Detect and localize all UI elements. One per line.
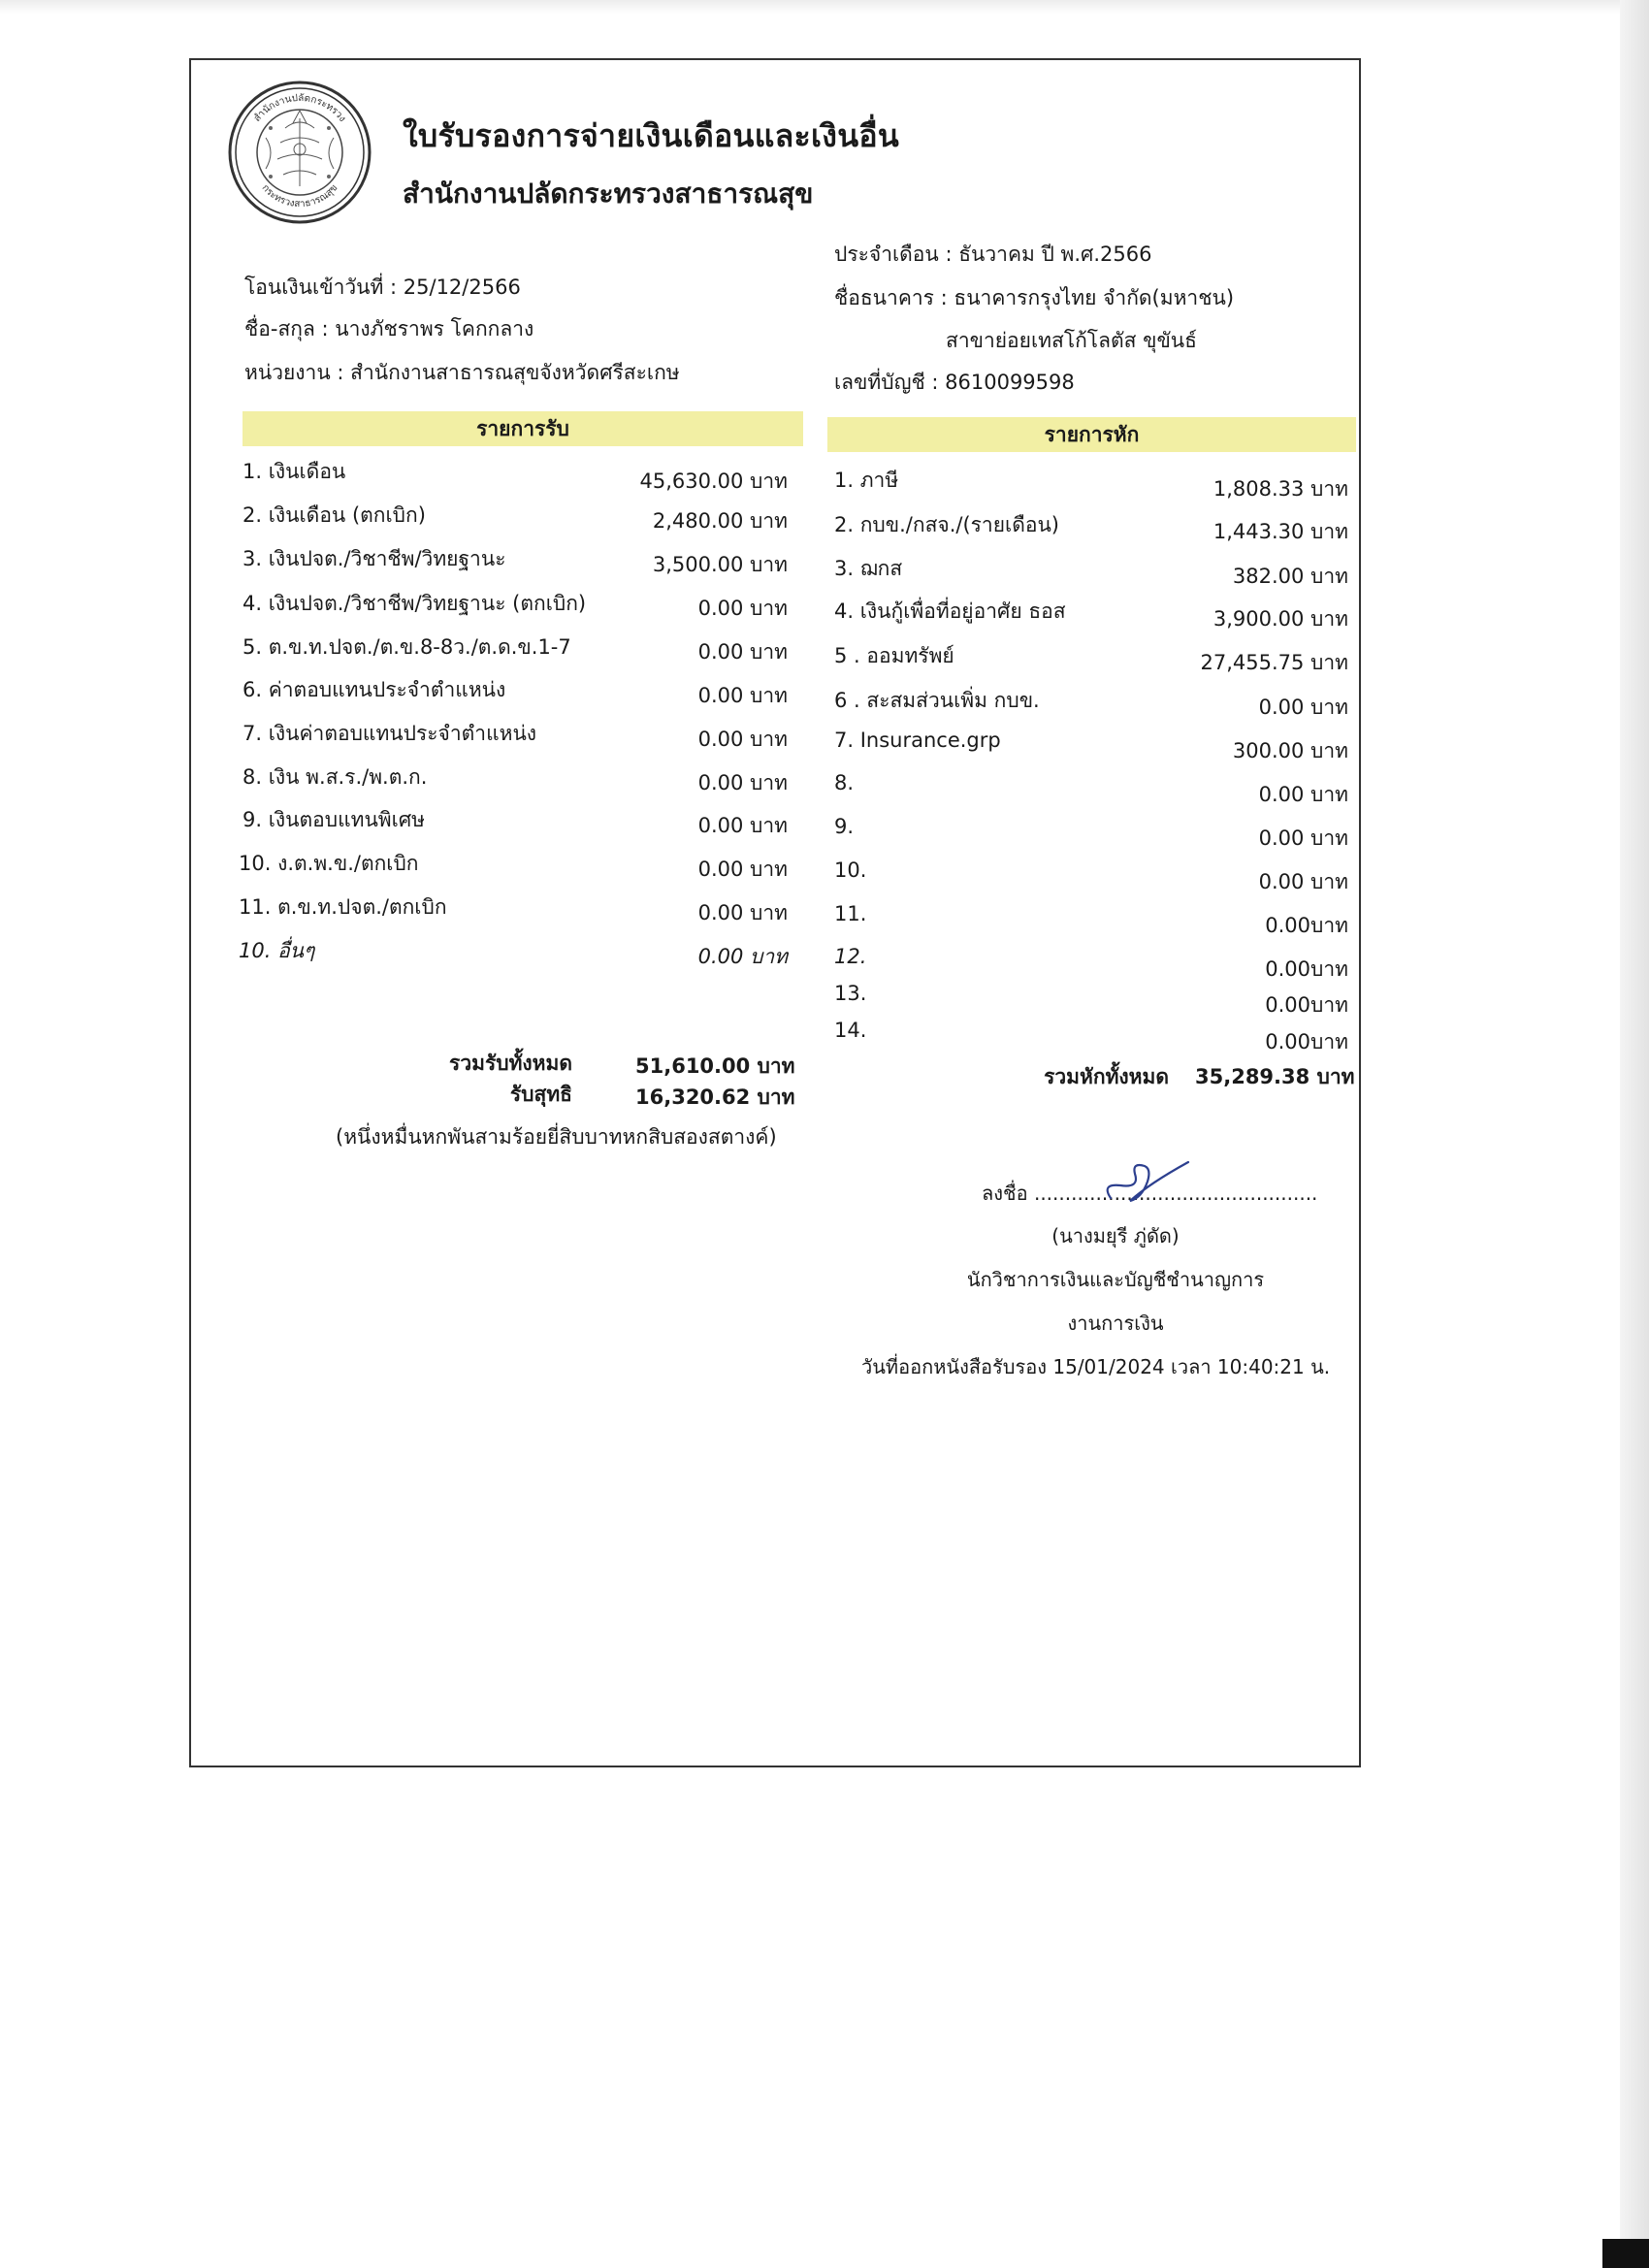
deduction-item-amount: 1,443.30 บาท <box>1212 520 1348 543</box>
income-item-label: 4. เงินปจต./วิชาชีพ/วิทยฐานะ (ตกเบิก) <box>242 592 587 615</box>
deduction-item-label: 9. <box>834 815 855 838</box>
signer-position: นักวิชาการเงินและบัญชีชำนาญการ <box>966 1268 1265 1291</box>
income-item-label: 6. ค่าตอบแทนประจำตำแหน่ง <box>242 678 506 701</box>
net-pay-label: รับสุทธิ <box>509 1083 572 1106</box>
deduction-item-label: 13. <box>834 982 867 1005</box>
document-title: ใบรับรองการจ่ายเงินเดือนและเงินอื่น <box>403 117 900 154</box>
deduction-item-label: 12. <box>834 945 867 968</box>
deduction-item-amount: 0.00บาท <box>1265 957 1348 981</box>
income-item-amount: 0.00 บาท <box>697 858 788 881</box>
account-number: เลขที่บัญชี : 8610099598 <box>834 371 1075 394</box>
deduction-item-amount: 1,808.33 บาท <box>1212 477 1348 501</box>
deduction-item-amount: 382.00 บาท <box>1232 565 1348 588</box>
issued-datetime: วันที่ออกหนังสือรับรอง 15/01/2024 เวลา 10:40:21 น. <box>861 1355 1331 1378</box>
income-item-amount: 3,500.00 บาท <box>652 553 788 576</box>
net-pay-amount: 16,320.62 บาท <box>635 1085 795 1109</box>
deduction-item-amount: 0.00 บาท <box>1258 870 1348 893</box>
employee-name: ชื่อ-สกุล : นางภัชราพร โคกกลาง <box>244 317 534 340</box>
income-item-label: 10. อื่นๆ <box>239 939 315 962</box>
deduction-item-label: 11. <box>834 902 867 925</box>
sign-label-text: ลงชื่อ <box>982 1182 1028 1205</box>
deduction-item-label: 2. กบข./กสจ./(รายเดือน) <box>834 513 1059 536</box>
income-total-amount: 51,610.00 บาท <box>635 1054 795 1078</box>
income-item-label: 2. เงินเดือน (ตกเบิก) <box>242 503 426 527</box>
net-pay-words: (หนึ่งหมื่นหกพันสามร้อยยี่สิบบาทหกสิบสองสตางค์) <box>336 1125 777 1149</box>
income-item-amount: 0.00 บาท <box>697 814 788 837</box>
deduction-item-label: 8. <box>834 771 855 794</box>
sign-dots: .............................................. <box>1033 1182 1318 1205</box>
signer-section: งานการเงิน <box>1067 1312 1164 1335</box>
income-item-amount: 0.00 บาท <box>697 597 788 620</box>
signature-icon <box>1091 1145 1198 1213</box>
scan-right-edge <box>1620 0 1649 2268</box>
deduction-heading: รายการหัก <box>827 417 1356 452</box>
income-heading: รายการรับ <box>242 411 803 446</box>
deduction-item-amount: 0.00 บาท <box>1258 696 1348 719</box>
deduction-item-amount: 0.00บาท <box>1265 1030 1348 1053</box>
deduction-item-label: 5 . ออมทรัพย์ <box>834 644 954 667</box>
income-item-amount: 0.00 บาท <box>697 640 788 664</box>
deduction-item-label: 6 . สะสมส่วนเพิ่ม กบข. <box>834 689 1040 712</box>
deduction-item-amount: 0.00บาท <box>1265 993 1348 1017</box>
income-item-label: 1. เงินเดือน <box>242 460 346 483</box>
deduction-item-label: 1. ภาษี <box>834 469 899 492</box>
deduction-item-label: 10. <box>834 859 867 882</box>
income-item-amount: 0.00 บาท <box>697 901 788 924</box>
income-item-amount: 0.00 บาท <box>697 771 788 794</box>
svg-text:สำนักงานปลัดกระทรวง: สำนักงานปลัดกระทรวง <box>251 92 348 124</box>
bank-branch: สาขาย่อยเทสโก้โลตัส ขุขันธ์ <box>946 329 1197 352</box>
signer-name: (นางมยุรี ภู่ดัด) <box>1051 1224 1180 1247</box>
income-item-label: 7. เงินค่าตอบแทนประจำตำแหน่ง <box>242 722 537 745</box>
income-item-amount: 2,480.00 บาท <box>652 509 788 533</box>
deduction-item-amount: 27,455.75 บาท <box>1200 651 1348 674</box>
scan-corner-mark <box>1602 2239 1649 2268</box>
deduction-item-amount: 0.00บาท <box>1265 914 1348 937</box>
deduction-item-amount: 0.00 บาท <box>1258 783 1348 806</box>
income-item-label: 10. ง.ต.พ.ข./ตกเบิก <box>239 852 419 875</box>
ministry-seal-icon <box>227 80 372 225</box>
income-item-amount: 45,630.00 บาท <box>639 470 788 493</box>
deduction-item-label: 14. <box>834 1019 867 1042</box>
deduction-item-label: 7. Insurance.grp <box>834 729 1001 752</box>
deduction-item-label: 3. ฌกส <box>834 557 903 580</box>
deduction-item-amount: 0.00 บาท <box>1258 826 1348 850</box>
deduction-total-amount: 35,289.38 บาท <box>1195 1065 1355 1088</box>
transfer-date: โอนเงินเข้าวันที่ : 25/12/2566 <box>244 275 521 299</box>
pay-month: ประจำเดือน : ธันวาคม ปี พ.ศ.2566 <box>834 243 1152 266</box>
deduction-total-label: รวมหักทั้งหมด <box>1044 1065 1169 1088</box>
document-subtitle: สำนักงานปลัดกระทรวงสาธารณสุข <box>403 178 814 210</box>
income-item-label: 9. เงินตอบแทนพิเศษ <box>242 808 426 831</box>
income-item-label: 5. ต.ข.ท.ปจต./ต.ข.8-8ว./ต.ด.ข.1-7 <box>242 635 571 659</box>
income-item-amount: 0.00 บาท <box>697 728 788 751</box>
bank-name: ชื่อธนาคาร : ธนาคารกรุงไทย จำกัด(มหาชน) <box>834 286 1235 309</box>
income-item-label: 11. ต.ข.ท.ปจต./ตกเบิก <box>239 895 447 919</box>
deduction-item-label: 4. เงินกู้เพื่อที่อยู่อาศัย ธอส <box>834 599 1066 623</box>
employee-unit: หน่วยงาน : สำนักงานสาธารณสุขจังหวัดศรีสะเกษ <box>244 361 680 384</box>
deduction-item-amount: 3,900.00 บาท <box>1212 607 1348 631</box>
income-item-amount: 0.00 บาท <box>697 684 788 707</box>
scan-top-edge <box>0 0 1649 14</box>
svg-text:กระทรวงสาธารณสุข: กระทรวงสาธารณสุข <box>259 182 340 211</box>
deduction-item-amount: 300.00 บาท <box>1232 739 1348 762</box>
income-total-label: รวมรับทั้งหมด <box>449 1052 572 1075</box>
income-item-label: 3. เงินปจต./วิชาชีพ/วิทยฐานะ <box>242 547 506 570</box>
income-item-amount: 0.00 บาท <box>697 945 788 968</box>
income-item-label: 8. เงิน พ.ส.ร./พ.ต.ก. <box>242 765 428 789</box>
